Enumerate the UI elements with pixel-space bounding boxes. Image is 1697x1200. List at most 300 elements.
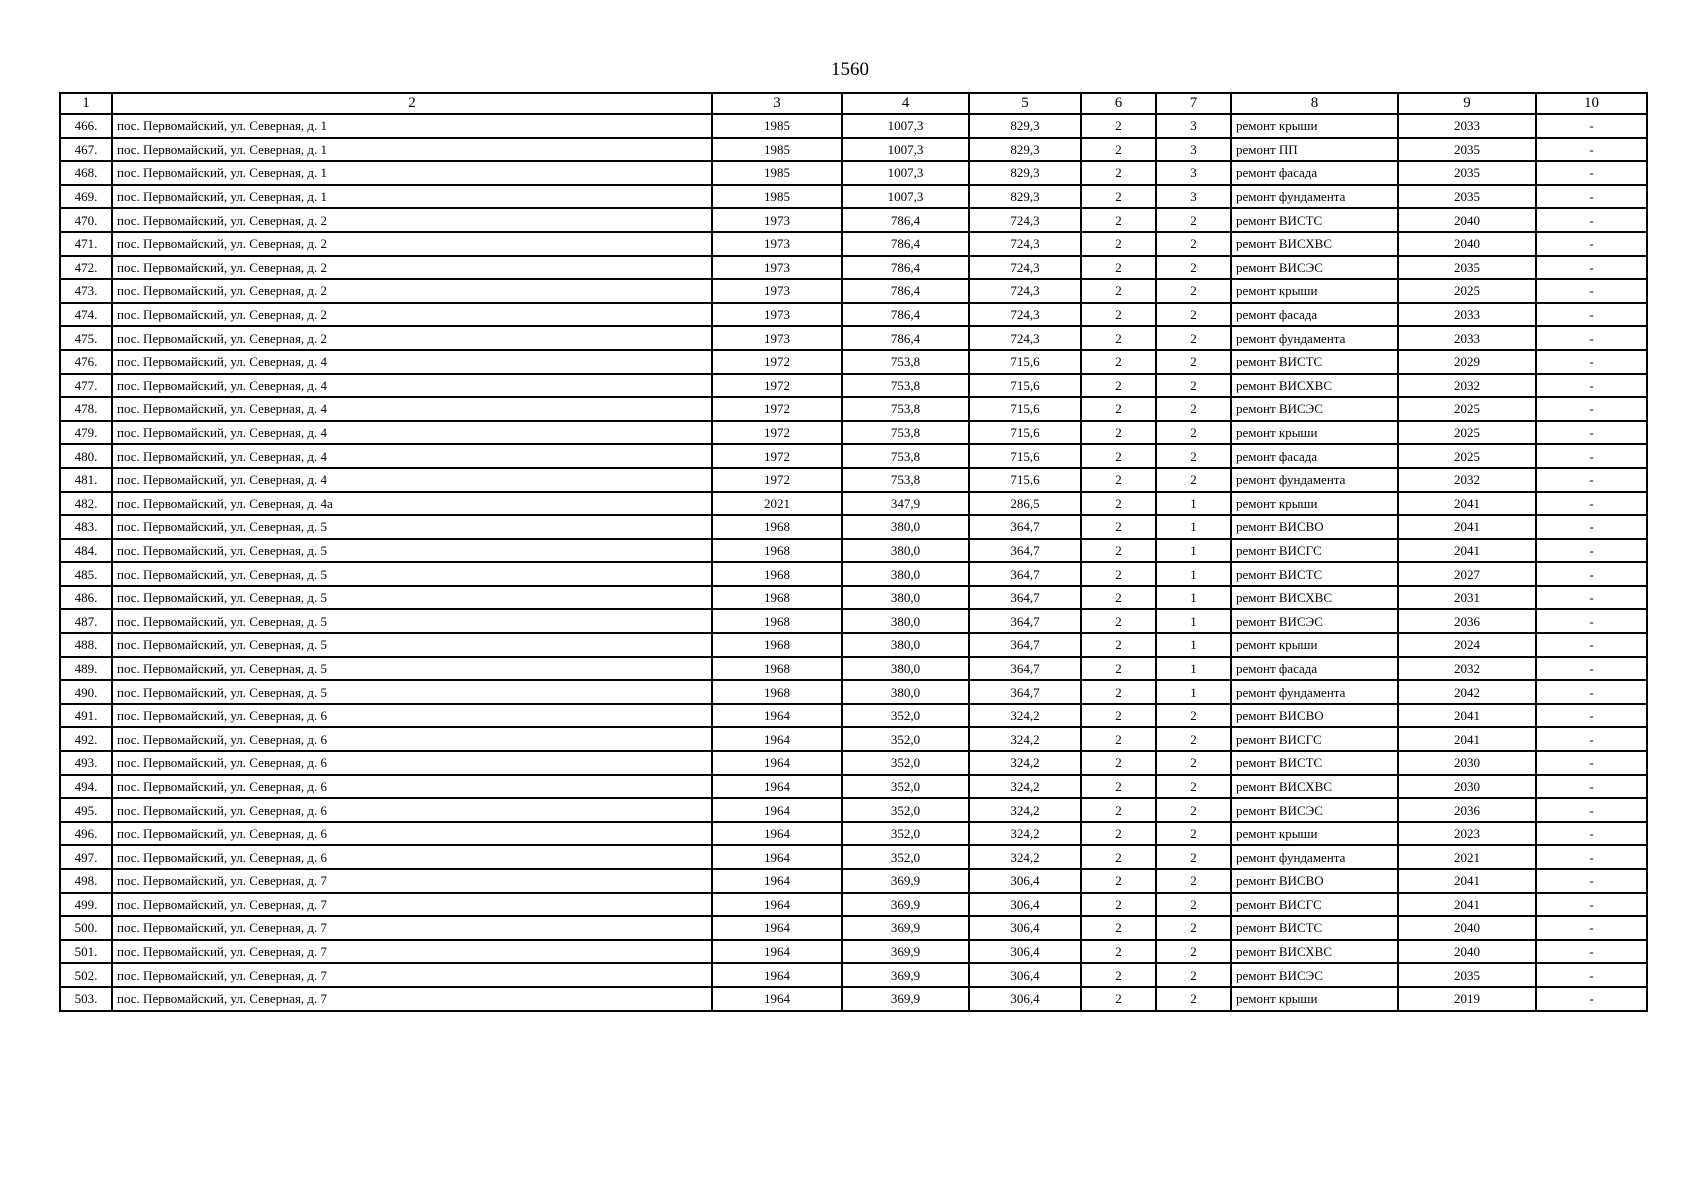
living-area-cell: 324,2 [969,775,1081,799]
total-area-cell: 786,4 [842,279,969,303]
living-area-cell: 829,3 [969,138,1081,162]
living-area-cell: 324,2 [969,727,1081,751]
address-cell: пос. Первомайский, ул. Северная, д. 4 [112,421,712,445]
build-year-cell: 1973 [712,232,842,256]
row-number-cell: 477. [60,374,112,398]
work-type-cell: ремонт фундамента [1231,326,1398,350]
planned-year-cell: 2040 [1398,916,1536,940]
planned-year-cell: 2042 [1398,680,1536,704]
address-cell: пос. Первомайский, ул. Северная, д. 7 [112,987,712,1011]
living-area-cell: 364,7 [969,657,1081,681]
row-number-cell: 485. [60,562,112,586]
address-cell: пос. Первомайский, ул. Северная, д. 1 [112,114,712,138]
living-area-cell: 724,3 [969,208,1081,232]
floors-cell: 2 [1081,586,1156,610]
work-type-cell: ремонт ВИСГС [1231,539,1398,563]
work-type-cell: ремонт ВИСХВС [1231,586,1398,610]
row-number-cell: 471. [60,232,112,256]
table-row [60,208,1647,232]
table-row [60,326,1647,350]
living-area-cell: 724,3 [969,303,1081,327]
build-year-cell: 1964 [712,822,842,846]
build-year-cell: 1972 [712,468,842,492]
column-header-1: 1 [60,93,112,114]
note-cell: - [1536,657,1647,681]
address-cell: пос. Первомайский, ул. Северная, д. 6 [112,845,712,869]
table-row [60,586,1647,610]
note-cell: - [1536,303,1647,327]
living-area-cell: 364,7 [969,680,1081,704]
row-number-cell: 490. [60,680,112,704]
build-year-cell: 1964 [712,869,842,893]
total-area-cell: 786,4 [842,326,969,350]
total-area-cell: 786,4 [842,208,969,232]
build-year-cell: 1968 [712,680,842,704]
living-area-cell: 364,7 [969,609,1081,633]
address-cell: пос. Первомайский, ул. Северная, д. 2 [112,256,712,280]
note-cell: - [1536,444,1647,468]
build-year-cell: 1964 [712,775,842,799]
total-area-cell: 369,9 [842,869,969,893]
build-year-cell: 1964 [712,751,842,775]
work-type-cell: ремонт крыши [1231,114,1398,138]
row-number-cell: 473. [60,279,112,303]
entrances-cell: 2 [1156,751,1231,775]
planned-year-cell: 2032 [1398,468,1536,492]
table-row [60,232,1647,256]
note-cell: - [1536,397,1647,421]
living-area-cell: 364,7 [969,539,1081,563]
note-cell: - [1536,350,1647,374]
entrances-cell: 1 [1156,657,1231,681]
floors-cell: 2 [1081,775,1156,799]
table-row [60,256,1647,280]
entrances-cell: 2 [1156,916,1231,940]
total-area-cell: 786,4 [842,256,969,280]
total-area-cell: 352,0 [842,775,969,799]
build-year-cell: 1968 [712,586,842,610]
floors-cell: 2 [1081,940,1156,964]
row-number-cell: 500. [60,916,112,940]
floors-cell: 2 [1081,421,1156,445]
table-row [60,680,1647,704]
table-row [60,303,1647,327]
address-cell: пос. Первомайский, ул. Северная, д. 5 [112,515,712,539]
note-cell: - [1536,798,1647,822]
row-number-cell: 486. [60,586,112,610]
address-cell: пос. Первомайский, ул. Северная, д. 6 [112,704,712,728]
entrances-cell: 2 [1156,421,1231,445]
entrances-cell: 1 [1156,515,1231,539]
table-row [60,798,1647,822]
build-year-cell: 1968 [712,515,842,539]
floors-cell: 2 [1081,609,1156,633]
address-cell: пос. Первомайский, ул. Северная, д. 5 [112,609,712,633]
total-area-cell: 380,0 [842,539,969,563]
address-cell: пос. Первомайский, ул. Северная, д. 4 [112,374,712,398]
table-row [60,845,1647,869]
row-number-cell: 484. [60,539,112,563]
address-cell: пос. Первомайский, ул. Северная, д. 6 [112,798,712,822]
living-area-cell: 324,2 [969,704,1081,728]
build-year-cell: 1985 [712,114,842,138]
work-type-cell: ремонт крыши [1231,822,1398,846]
row-number-cell: 491. [60,704,112,728]
page-number: 1560 [831,59,869,80]
entrances-cell: 2 [1156,987,1231,1011]
row-number-cell: 495. [60,798,112,822]
total-area-cell: 369,9 [842,987,969,1011]
entrances-cell: 2 [1156,256,1231,280]
living-area-cell: 364,7 [969,633,1081,657]
work-type-cell: ремонт ВИСЭС [1231,609,1398,633]
note-cell: - [1536,893,1647,917]
note-cell: - [1536,869,1647,893]
table-row [60,562,1647,586]
planned-year-cell: 2025 [1398,397,1536,421]
table-row [60,421,1647,445]
entrances-cell: 2 [1156,232,1231,256]
floors-cell: 2 [1081,374,1156,398]
total-area-cell: 347,9 [842,492,969,516]
planned-year-cell: 2025 [1398,421,1536,445]
table-row [60,657,1647,681]
floors-cell: 2 [1081,893,1156,917]
row-number-cell: 478. [60,397,112,421]
address-cell: пос. Первомайский, ул. Северная, д. 5 [112,586,712,610]
total-area-cell: 369,9 [842,940,969,964]
planned-year-cell: 2030 [1398,775,1536,799]
planned-year-cell: 2030 [1398,751,1536,775]
address-cell: пос. Первомайский, ул. Северная, д. 4 [112,350,712,374]
row-number-cell: 496. [60,822,112,846]
total-area-cell: 352,0 [842,845,969,869]
address-cell: пос. Первомайский, ул. Северная, д. 5 [112,657,712,681]
work-type-cell: ремонт фундамента [1231,680,1398,704]
entrances-cell: 2 [1156,444,1231,468]
row-number-cell: 469. [60,185,112,209]
total-area-cell: 1007,3 [842,138,969,162]
planned-year-cell: 2041 [1398,869,1536,893]
total-area-cell: 380,0 [842,515,969,539]
living-area-cell: 724,3 [969,232,1081,256]
table-row [60,492,1647,516]
build-year-cell: 1964 [712,893,842,917]
note-cell: - [1536,609,1647,633]
work-type-cell: ремонт крыши [1231,421,1398,445]
floors-cell: 2 [1081,279,1156,303]
address-cell: пос. Первомайский, ул. Северная, д. 5 [112,633,712,657]
work-type-cell: ремонт ВИСТС [1231,751,1398,775]
build-year-cell: 1972 [712,397,842,421]
living-area-cell: 286,5 [969,492,1081,516]
floors-cell: 2 [1081,303,1156,327]
note-cell: - [1536,775,1647,799]
total-area-cell: 352,0 [842,798,969,822]
note-cell: - [1536,539,1647,563]
living-area-cell: 715,6 [969,374,1081,398]
floors-cell: 2 [1081,232,1156,256]
work-type-cell: ремонт ВИСГС [1231,727,1398,751]
column-header-4: 4 [842,93,969,114]
total-area-cell: 352,0 [842,822,969,846]
living-area-cell: 829,3 [969,161,1081,185]
build-year-cell: 2021 [712,492,842,516]
total-area-cell: 753,8 [842,397,969,421]
build-year-cell: 1964 [712,798,842,822]
living-area-cell: 306,4 [969,963,1081,987]
floors-cell: 2 [1081,798,1156,822]
row-number-cell: 502. [60,963,112,987]
planned-year-cell: 2035 [1398,161,1536,185]
table-row [60,185,1647,209]
planned-year-cell: 2033 [1398,303,1536,327]
build-year-cell: 1968 [712,562,842,586]
floors-cell: 2 [1081,987,1156,1011]
entrances-cell: 2 [1156,775,1231,799]
floors-cell: 2 [1081,138,1156,162]
floors-cell: 2 [1081,468,1156,492]
repair-register-table [59,92,1648,1012]
total-area-cell: 380,0 [842,680,969,704]
entrances-cell: 2 [1156,940,1231,964]
build-year-cell: 1964 [712,916,842,940]
note-cell: - [1536,232,1647,256]
work-type-cell: ремонт фундамента [1231,468,1398,492]
work-type-cell: ремонт ВИСТС [1231,350,1398,374]
build-year-cell: 1968 [712,657,842,681]
work-type-cell: ремонт ВИСЭС [1231,256,1398,280]
entrances-cell: 2 [1156,374,1231,398]
table-row [60,869,1647,893]
note-cell: - [1536,421,1647,445]
floors-cell: 2 [1081,161,1156,185]
living-area-cell: 724,3 [969,256,1081,280]
note-cell: - [1536,492,1647,516]
entrances-cell: 2 [1156,963,1231,987]
planned-year-cell: 2041 [1398,492,1536,516]
table-row [60,279,1647,303]
table-row [60,751,1647,775]
address-cell: пос. Первомайский, ул. Северная, д. 2 [112,232,712,256]
entrances-cell: 2 [1156,326,1231,350]
floors-cell: 2 [1081,751,1156,775]
address-cell: пос. Первомайский, ул. Северная, д. 4 [112,468,712,492]
build-year-cell: 1985 [712,138,842,162]
total-area-cell: 380,0 [842,657,969,681]
living-area-cell: 724,3 [969,279,1081,303]
row-number-cell: 501. [60,940,112,964]
note-cell: - [1536,845,1647,869]
living-area-cell: 306,4 [969,893,1081,917]
work-type-cell: ремонт фасада [1231,303,1398,327]
table-row [60,397,1647,421]
planned-year-cell: 2024 [1398,633,1536,657]
table-row [60,727,1647,751]
table-row [60,114,1647,138]
address-cell: пос. Первомайский, ул. Северная, д. 4а [112,492,712,516]
work-type-cell: ремонт крыши [1231,279,1398,303]
living-area-cell: 364,7 [969,515,1081,539]
row-number-cell: 482. [60,492,112,516]
floors-cell: 2 [1081,680,1156,704]
row-number-cell: 497. [60,845,112,869]
table-row [60,138,1647,162]
address-cell: пос. Первомайский, ул. Северная, д. 7 [112,893,712,917]
row-number-cell: 476. [60,350,112,374]
address-cell: пос. Первомайский, ул. Северная, д. 2 [112,208,712,232]
living-area-cell: 306,4 [969,916,1081,940]
planned-year-cell: 2031 [1398,586,1536,610]
entrances-cell: 2 [1156,468,1231,492]
total-area-cell: 753,8 [842,468,969,492]
table-row [60,350,1647,374]
planned-year-cell: 2040 [1398,208,1536,232]
work-type-cell: ремонт фасада [1231,657,1398,681]
entrances-cell: 2 [1156,798,1231,822]
total-area-cell: 369,9 [842,916,969,940]
address-cell: пос. Первомайский, ул. Северная, д. 6 [112,727,712,751]
note-cell: - [1536,704,1647,728]
work-type-cell: ремонт крыши [1231,987,1398,1011]
floors-cell: 2 [1081,727,1156,751]
entrances-cell: 3 [1156,185,1231,209]
floors-cell: 2 [1081,562,1156,586]
floors-cell: 2 [1081,350,1156,374]
row-number-cell: 494. [60,775,112,799]
build-year-cell: 1964 [712,727,842,751]
table-row [60,916,1647,940]
floors-cell: 2 [1081,539,1156,563]
address-cell: пос. Первомайский, ул. Северная, д. 1 [112,138,712,162]
column-header-2: 2 [112,93,712,114]
address-cell: пос. Первомайский, ул. Северная, д. 7 [112,963,712,987]
floors-cell: 2 [1081,444,1156,468]
note-cell: - [1536,114,1647,138]
total-area-cell: 753,8 [842,350,969,374]
work-type-cell: ремонт ВИСХВС [1231,940,1398,964]
note-cell: - [1536,586,1647,610]
living-area-cell: 324,2 [969,822,1081,846]
work-type-cell: ремонт крыши [1231,492,1398,516]
table-row [60,374,1647,398]
work-type-cell: ремонт ВИСЭС [1231,963,1398,987]
floors-cell: 2 [1081,963,1156,987]
note-cell: - [1536,161,1647,185]
row-number-cell: 468. [60,161,112,185]
planned-year-cell: 2041 [1398,727,1536,751]
total-area-cell: 1007,3 [842,161,969,185]
living-area-cell: 715,6 [969,421,1081,445]
note-cell: - [1536,468,1647,492]
total-area-cell: 380,0 [842,562,969,586]
planned-year-cell: 2041 [1398,893,1536,917]
floors-cell: 2 [1081,397,1156,421]
floors-cell: 2 [1081,869,1156,893]
living-area-cell: 364,7 [969,562,1081,586]
planned-year-cell: 2035 [1398,963,1536,987]
build-year-cell: 1972 [712,374,842,398]
row-number-cell: 503. [60,987,112,1011]
work-type-cell: ремонт ВИСВО [1231,515,1398,539]
column-header-9: 9 [1398,93,1536,114]
build-year-cell: 1968 [712,633,842,657]
floors-cell: 2 [1081,845,1156,869]
living-area-cell: 724,3 [969,326,1081,350]
floors-cell: 2 [1081,515,1156,539]
column-header-5: 5 [969,93,1081,114]
note-cell: - [1536,562,1647,586]
build-year-cell: 1973 [712,279,842,303]
build-year-cell: 1968 [712,539,842,563]
column-header-8: 8 [1231,93,1398,114]
entrances-cell: 1 [1156,539,1231,563]
living-area-cell: 715,6 [969,444,1081,468]
planned-year-cell: 2033 [1398,326,1536,350]
planned-year-cell: 2023 [1398,822,1536,846]
planned-year-cell: 2035 [1398,256,1536,280]
entrances-cell: 1 [1156,633,1231,657]
work-type-cell: ремонт ВИСТС [1231,208,1398,232]
planned-year-cell: 2036 [1398,609,1536,633]
table-row [60,539,1647,563]
build-year-cell: 1964 [712,940,842,964]
living-area-cell: 324,2 [969,845,1081,869]
build-year-cell: 1973 [712,303,842,327]
table-row [60,468,1647,492]
row-number-cell: 467. [60,138,112,162]
table-body [60,114,1647,1011]
living-area-cell: 364,7 [969,586,1081,610]
address-cell: пос. Первомайский, ул. Северная, д. 2 [112,326,712,350]
living-area-cell: 715,6 [969,350,1081,374]
row-number-cell: 472. [60,256,112,280]
living-area-cell: 829,3 [969,114,1081,138]
entrances-cell: 2 [1156,279,1231,303]
row-number-cell: 499. [60,893,112,917]
row-number-cell: 489. [60,657,112,681]
note-cell: - [1536,374,1647,398]
floors-cell: 2 [1081,114,1156,138]
address-cell: пос. Первомайский, ул. Северная, д. 7 [112,869,712,893]
table-row [60,515,1647,539]
row-number-cell: 487. [60,609,112,633]
note-cell: - [1536,515,1647,539]
row-number-cell: 481. [60,468,112,492]
note-cell: - [1536,822,1647,846]
note-cell: - [1536,138,1647,162]
living-area-cell: 715,6 [969,468,1081,492]
entrances-cell: 3 [1156,138,1231,162]
living-area-cell: 715,6 [969,397,1081,421]
total-area-cell: 1007,3 [842,114,969,138]
total-area-cell: 753,8 [842,421,969,445]
total-area-cell: 369,9 [842,963,969,987]
note-cell: - [1536,185,1647,209]
row-number-cell: 493. [60,751,112,775]
build-year-cell: 1973 [712,208,842,232]
column-header-10: 10 [1536,93,1647,114]
table-row [60,609,1647,633]
planned-year-cell: 2027 [1398,562,1536,586]
entrances-cell: 3 [1156,161,1231,185]
living-area-cell: 324,2 [969,751,1081,775]
entrances-cell: 2 [1156,822,1231,846]
address-cell: пос. Первомайский, ул. Северная, д. 4 [112,444,712,468]
address-cell: пос. Первомайский, ул. Северная, д. 6 [112,822,712,846]
entrances-cell: 2 [1156,397,1231,421]
row-number-cell: 483. [60,515,112,539]
